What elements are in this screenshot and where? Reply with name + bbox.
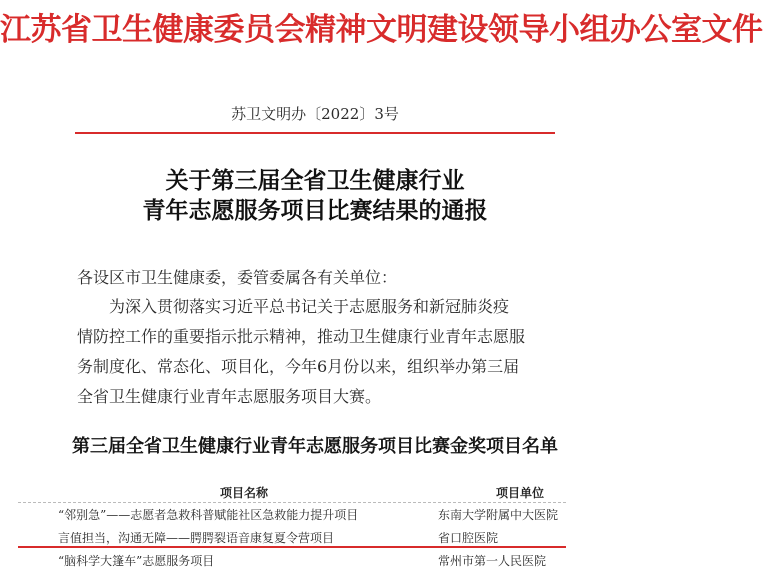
table-divider	[18, 502, 566, 504]
column-header-project-unit: 项目单位	[496, 486, 545, 500]
paragraph-line-3: 务制度化、常态化、项目化，今年6月份以来，组织举办第三届	[77, 357, 520, 376]
table-row-2-name: 言值担当，沟通无障——腭腭裂语音康复夏令营项目	[58, 531, 335, 545]
section-gap	[0, 414, 630, 428]
notice-title-line-2: 青年志愿服务项目比赛结果的通报	[142, 197, 488, 224]
paragraph-line-1: 为深入贯彻落实习近平总书记关于志愿服务和新冠肺炎疫	[109, 297, 510, 316]
notice-title-line-1: 关于第三届全省卫生健康行业	[165, 167, 465, 194]
table-row-2-unit: 省口腔医院	[438, 531, 499, 545]
greeting: 各设区市卫生健康委，委管委属各有关单位：	[77, 268, 398, 287]
column-header-project-name: 项目名称	[220, 486, 269, 500]
table-row-1-name: “邻别急”——志愿者急救科普赋能社区急救能力提升项目	[58, 508, 359, 522]
table-row-3-unit: 常州市第一人民医院	[438, 554, 547, 568]
header-rule	[75, 132, 555, 134]
paragraph-line-2: 情防控工作的重要指示批示精神，推动卫生健康行业青年志愿服	[77, 327, 526, 346]
award-table	[40, 479, 600, 587]
document-number: 苏卫文明办〔2022〕3号	[231, 105, 399, 123]
highlight-underline	[18, 546, 566, 548]
award-list-title: 第三届全省卫生健康行业青年志愿服务项目比赛金奖项目名单	[72, 436, 558, 457]
table-row-3-name: “脑科学大篷车”志愿服务项目	[58, 554, 215, 568]
paragraph-line-4: 全省卫生健康行业青年志愿服务项目大赛。	[77, 387, 382, 406]
document-header: 江苏省卫生健康委员会精神文明建设领导小组办公室文件	[0, 12, 763, 48]
table-row-1-unit: 东南大学附属中大医院	[438, 508, 559, 522]
